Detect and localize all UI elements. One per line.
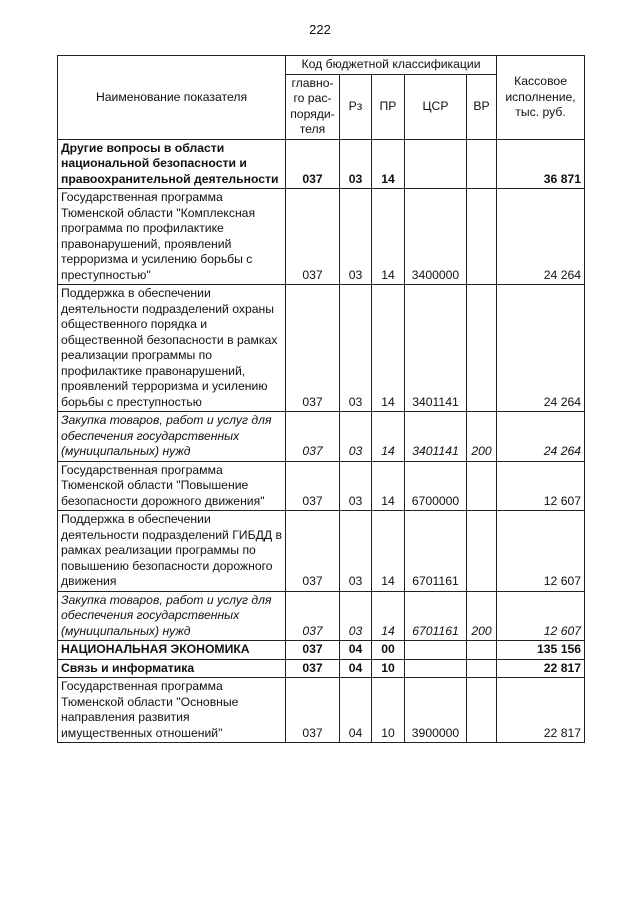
table-row bbox=[58, 285, 585, 412]
row-rz: 03 bbox=[340, 139, 372, 189]
table-row bbox=[58, 189, 585, 285]
row-csr bbox=[405, 641, 467, 660]
row-name: НАЦИОНАЛЬНАЯ ЭКОНОМИКА bbox=[58, 641, 286, 660]
row-vr: 200 bbox=[467, 412, 497, 462]
header-pr: ПР bbox=[372, 74, 405, 139]
row-csr: 3900000 bbox=[405, 678, 467, 743]
row-name: Закупка товаров, работ и услуг для обеспечения государственных (муниципальных) нужд bbox=[58, 412, 286, 462]
row-name: Государственная программа Тюменской области "Основные направления развития имущественных отношений" bbox=[58, 678, 286, 743]
row-glav: 037 bbox=[286, 285, 340, 412]
row-vr bbox=[467, 285, 497, 412]
row-amount: 24 264 bbox=[497, 412, 585, 462]
table-row bbox=[58, 641, 585, 660]
header-classification-group: Код бюджетной классификации bbox=[286, 56, 497, 75]
row-glav: 037 bbox=[286, 641, 340, 660]
row-glav: 037 bbox=[286, 678, 340, 743]
row-pr: 14 bbox=[372, 139, 405, 189]
row-vr bbox=[467, 461, 497, 511]
row-glav: 037 bbox=[286, 189, 340, 285]
row-rz: 03 bbox=[340, 591, 372, 641]
row-name: Государственная программа Тюменской области "Повышение безопасности дорожного движения" bbox=[58, 461, 286, 511]
row-pr: 00 bbox=[372, 641, 405, 660]
row-name: Связь и информатика bbox=[58, 659, 286, 678]
row-csr: 3400000 bbox=[405, 189, 467, 285]
row-rz: 03 bbox=[340, 461, 372, 511]
header-rz: Рз bbox=[340, 74, 372, 139]
row-vr bbox=[467, 641, 497, 660]
row-pr: 10 bbox=[372, 678, 405, 743]
row-amount: 24 264 bbox=[497, 285, 585, 412]
row-vr bbox=[467, 139, 497, 189]
row-name: Государственная программа Тюменской области "Комплексная программа по профилактике правонарушений, проявлений терроризма и усилению борьбы с преступностью" bbox=[58, 189, 286, 285]
header-csr: ЦСР bbox=[405, 74, 467, 139]
row-vr bbox=[467, 511, 497, 592]
row-vr bbox=[467, 659, 497, 678]
header-glav: главно-го рас-поряди-теля bbox=[286, 74, 340, 139]
row-amount: 135 156 bbox=[497, 641, 585, 660]
row-name: Другие вопросы в области национальной безопасности и правоохранительной деятельности bbox=[58, 139, 286, 189]
row-rz: 03 bbox=[340, 285, 372, 412]
row-rz: 04 bbox=[340, 678, 372, 743]
row-pr: 14 bbox=[372, 591, 405, 641]
table-row bbox=[58, 139, 585, 189]
row-rz: 03 bbox=[340, 412, 372, 462]
row-rz: 03 bbox=[340, 189, 372, 285]
row-amount: 12 607 bbox=[497, 461, 585, 511]
row-amount: 22 817 bbox=[497, 659, 585, 678]
budget-table bbox=[57, 55, 585, 743]
row-name: Поддержка в обеспечении деятельности подразделений ГИБДД в рамках реализации программы по повышению безопасности дорожного движения bbox=[58, 511, 286, 592]
row-vr bbox=[467, 189, 497, 285]
row-csr: 6701161 bbox=[405, 511, 467, 592]
header-name: Наименование показателя bbox=[58, 56, 286, 140]
row-glav: 037 bbox=[286, 461, 340, 511]
table-row bbox=[58, 461, 585, 511]
table-row bbox=[58, 591, 585, 641]
row-glav: 037 bbox=[286, 412, 340, 462]
row-name: Закупка товаров, работ и услуг для обеспечения государственных (муниципальных) нужд bbox=[58, 591, 286, 641]
row-glav: 037 bbox=[286, 659, 340, 678]
row-csr: 3401141 bbox=[405, 412, 467, 462]
row-csr: 3401141 bbox=[405, 285, 467, 412]
row-pr: 14 bbox=[372, 412, 405, 462]
row-vr: 200 bbox=[467, 591, 497, 641]
row-amount: 24 264 bbox=[497, 189, 585, 285]
row-csr: 6700000 bbox=[405, 461, 467, 511]
row-amount: 12 607 bbox=[497, 511, 585, 592]
row-rz: 04 bbox=[340, 659, 372, 678]
row-csr: 6701161 bbox=[405, 591, 467, 641]
row-glav: 037 bbox=[286, 511, 340, 592]
row-glav: 037 bbox=[286, 591, 340, 641]
table-header bbox=[58, 56, 585, 140]
row-vr bbox=[467, 678, 497, 743]
page-number: 222 bbox=[309, 22, 331, 37]
row-pr: 14 bbox=[372, 461, 405, 511]
row-csr bbox=[405, 139, 467, 189]
header-amount: Кассовое исполнение, тыс. руб. bbox=[497, 56, 585, 140]
header-vr: ВР bbox=[467, 74, 497, 139]
table-row bbox=[58, 678, 585, 743]
table-row bbox=[58, 659, 585, 678]
row-pr: 10 bbox=[372, 659, 405, 678]
row-pr: 14 bbox=[372, 511, 405, 592]
row-rz: 03 bbox=[340, 511, 372, 592]
row-amount: 36 871 bbox=[497, 139, 585, 189]
row-pr: 14 bbox=[372, 189, 405, 285]
row-name: Поддержка в обеспечении деятельности подразделений охраны общественного порядка и общественной безопасности в рамках реализации программы по профилактике правонарушений, проявлений терроризма и усилению борьбы с преступностью bbox=[58, 285, 286, 412]
table-row bbox=[58, 511, 585, 592]
row-rz: 04 bbox=[340, 641, 372, 660]
row-amount: 22 817 bbox=[497, 678, 585, 743]
row-amount: 12 607 bbox=[497, 591, 585, 641]
table-body bbox=[58, 139, 585, 743]
row-glav: 037 bbox=[286, 139, 340, 189]
row-csr bbox=[405, 659, 467, 678]
table-row bbox=[58, 412, 585, 462]
row-pr: 14 bbox=[372, 285, 405, 412]
